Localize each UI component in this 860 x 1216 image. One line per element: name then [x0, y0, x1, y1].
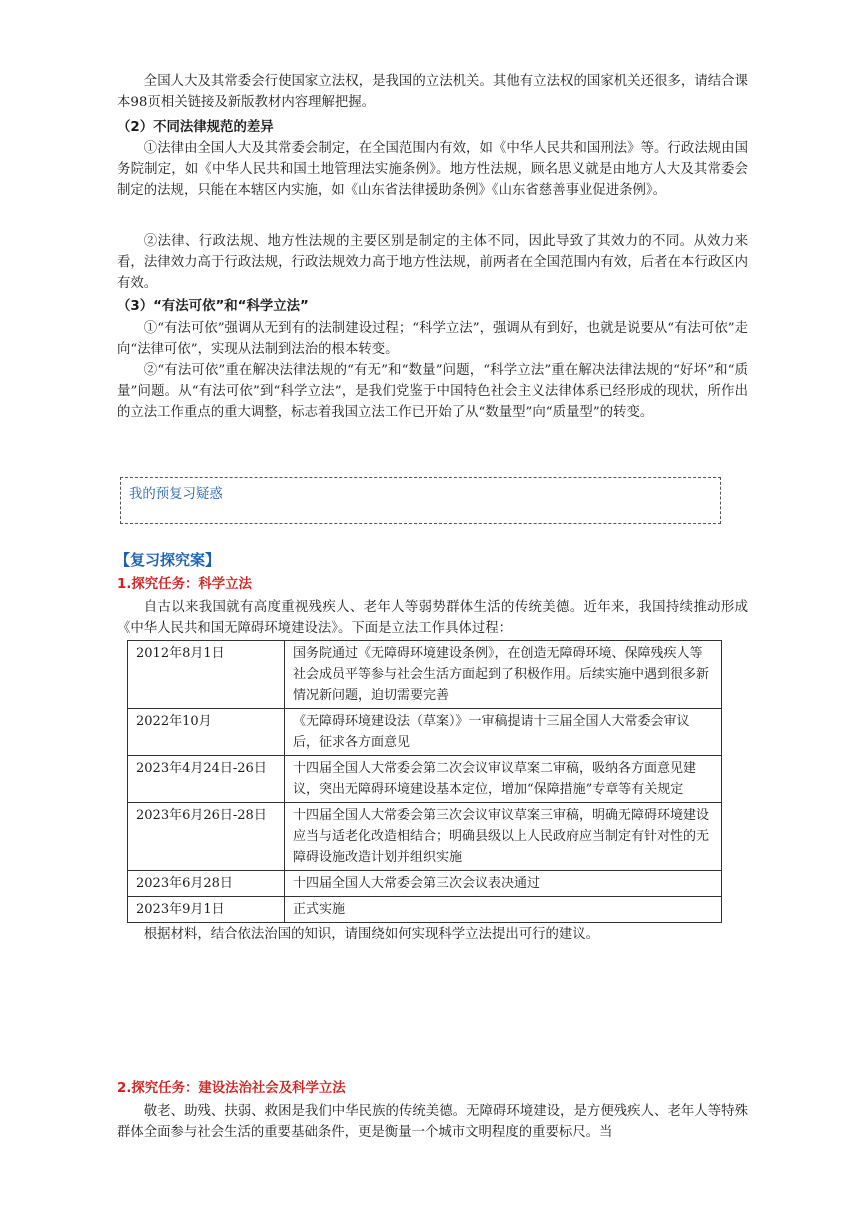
section-heading-scientific-legislation: （3）“有法可依”和“科学立法”: [117, 299, 309, 314]
table-row: [128, 709, 722, 756]
section-heading-differences: （2）不同法律规范的差异: [117, 120, 274, 135]
doubts-box[interactable]: [120, 477, 721, 524]
differences-paragraph-2: ②法律、行政法规、地方性法规的主要区别是制定的主体不同，因此导致了其效力的不同。从效力来看，法律效力高于行政法规，行政法规效力高于地方性法规，前两者在全国范围内有效，后者在本行政区内有效。: [117, 234, 748, 291]
task1-question: 根据材料，结合依法治国的知识，请围绕如何实现科学立法提出可行的建议。: [143, 927, 600, 942]
timeline-date: 2023年9月1日: [128, 897, 285, 923]
table-row: [128, 756, 722, 803]
legislation-paragraph-1: ①“有法可依”强调从无到有的法制建设过程；“科学立法”，强调从有到好，也就是说要从“有法可依”走向“法律可依”，实现从法制到法治的根本转变。: [117, 321, 748, 357]
timeline-event: 国务院通过《无障碍环境建设条例》，在创造无障碍环境、保障残疾人等社会成员平等参与社会生活方面起到了积极作用。后续实施中遇到很多新情况新问题，迫切需要完善: [285, 641, 722, 709]
timeline-event: 《无障碍环境建设法（草案）》一审稿提请十三届全国人大常委会审议后，征求各方面意见: [285, 709, 722, 756]
task2-paragraph: 敬老、助残、扶弱、救困是我们中华民族的传统美德。无障碍环境建设，是方便残疾人、老年人等特殊群体全面参与社会生活的重要基础条件，更是衡量一个城市文明程度的重要标尺。当: [117, 1104, 748, 1140]
table-row: [128, 641, 722, 709]
review-section-title: 【复习探究案】: [115, 551, 221, 569]
legislation-paragraph-2: ②“有法可依”重在解决法律法规的“有无”和“数量”问题，“科学立法”重在解决法律法规的“好坏”和“质量”问题。从“有法可依”到“科学立法”，是我们党鉴于中国特色社会主义法律体系已经形成的现状，所作出的立法工作重点的重大调整，标志着我国立法工作已开始了从“数量型”向“质量型”的转变。: [117, 363, 748, 420]
timeline-date: 2023年4月24日-26日: [128, 756, 285, 803]
doubts-label: 我的预复习疑惑: [129, 487, 223, 502]
task1-title: 1.探究任务：科学立法: [117, 577, 252, 592]
timeline-event: 十四届全国人大常委会第三次会议表决通过: [285, 871, 722, 897]
timeline-date: 2023年6月26日-28日: [128, 803, 285, 871]
table-row: [128, 871, 722, 897]
intro-paragraph: 全国人大及其常委会行使国家立法权，是我国的立法机关。其他有立法权的国家机关还很多，请结合课本98页相关链接及新版教材内容理解把握。: [117, 74, 748, 110]
timeline-event: 正式实施: [285, 897, 722, 923]
differences-paragraph-1: ①法律由全国人大及其常委会制定，在全国范围内有效，如《中华人民共和国刑法》等。行政法规由国务院制定，如《中华人民共和国土地管理法实施条例》。地方性法规，顾名思义就是由地方人大及其常委会制定的法规，只能在本辖区内实施，如《山东省法律援助条例》《山东省慈善事业促进条例》。: [117, 141, 748, 198]
task2-title: 2.探究任务：建设法治社会及科学立法: [117, 1081, 346, 1096]
timeline-event: 十四届全国人大常委会第二次会议审议草案二审稿，吸纳各方面意见建议，突出无障碍环境建设基本定位，增加“保障措施”专章等有关规定: [285, 756, 722, 803]
task1-intro: 自古以来我国就有高度重视残疾人、老年人等弱势群体生活的传统美德。近年来，我国持续推动形成《中华人民共和国无障碍环境建设法》。下面是立法工作具体过程：: [117, 600, 748, 636]
table-row: [128, 803, 722, 871]
table-row: [128, 897, 722, 923]
timeline-date: 2023年6月28日: [128, 871, 285, 897]
legislation-timeline-table: [127, 640, 722, 923]
timeline-date: 2012年8月1日: [128, 641, 285, 709]
timeline-date: 2022年10月: [128, 709, 285, 756]
timeline-event: 十四届全国人大常委会第三次会议审议草案三审稿，明确无障碍环境建设应当与适老化改造相结合；明确县级以上人民政府应当制定有针对性的无障碍设施改造计划并组织实施: [285, 803, 722, 871]
